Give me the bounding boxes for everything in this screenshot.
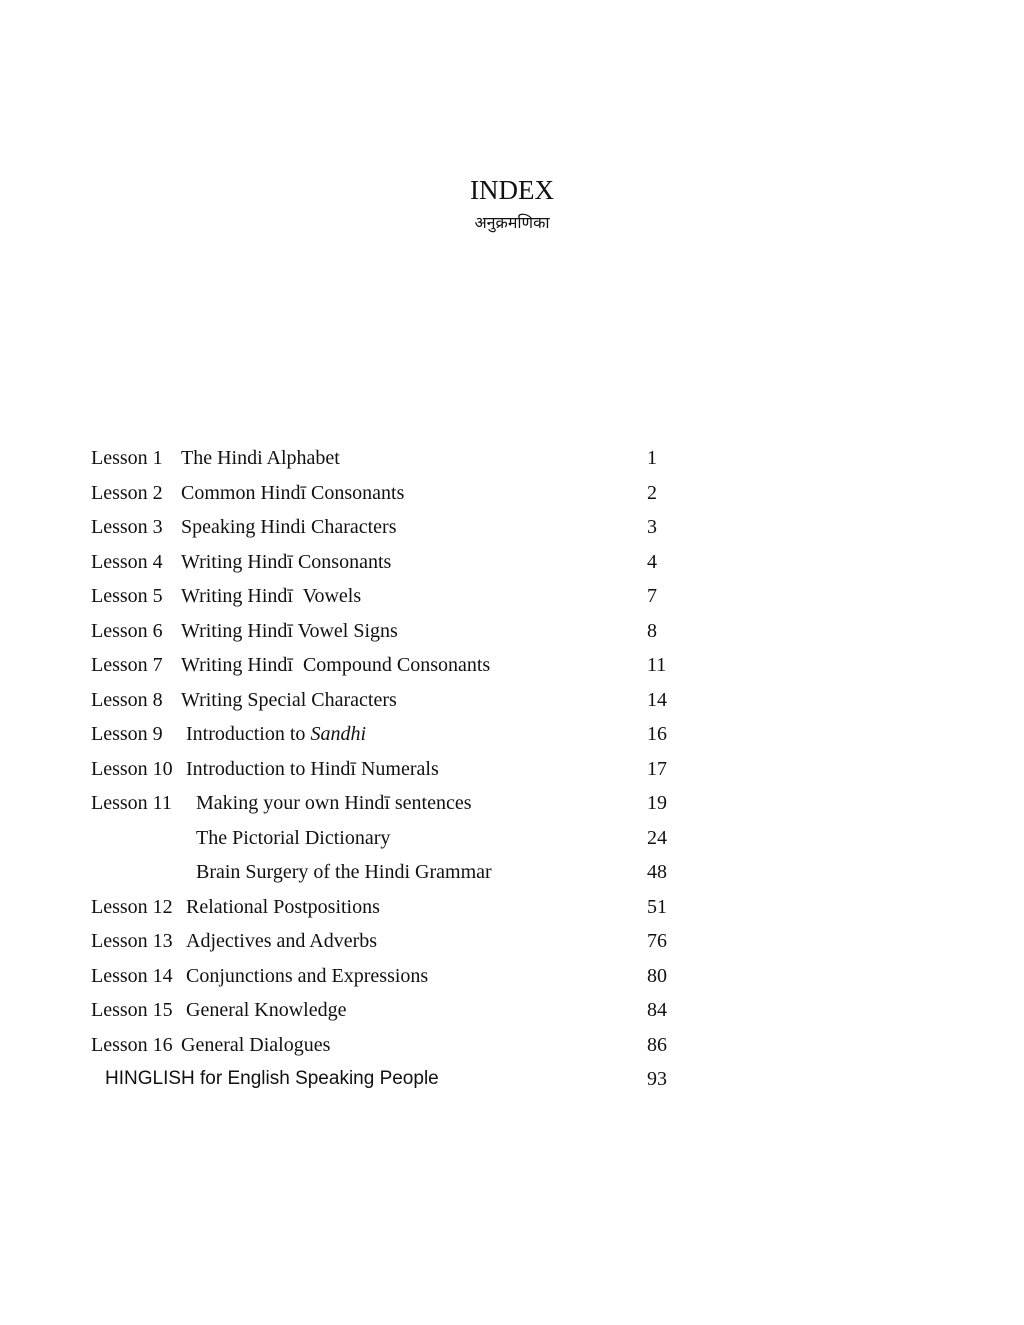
lesson-number: Lesson 8 <box>91 688 163 711</box>
toc-row <box>0 959 1024 994</box>
toc-row <box>0 683 1024 718</box>
toc-row <box>0 545 1024 580</box>
page-subtitle: अनुक्रमणिका <box>474 213 550 232</box>
page-number: 93 <box>647 1068 667 1090</box>
toc-row <box>0 821 1024 856</box>
page-number: 80 <box>647 964 667 987</box>
lesson-title: The Pictorial Dictionary <box>196 826 391 849</box>
lesson-number: Lesson 15 <box>91 999 173 1021</box>
lesson-number: Lesson 12 <box>91 895 173 918</box>
toc-row <box>0 648 1024 683</box>
lesson-title: Making your own Hindī sentences <box>196 792 472 814</box>
page-number: 48 <box>647 861 667 883</box>
lesson-title-text: Introduction to <box>186 723 311 745</box>
lesson-number: Lesson 9 <box>91 723 163 745</box>
lesson-title: Relational Postpositions <box>186 895 380 918</box>
toc-row <box>0 924 1024 959</box>
page-number: 84 <box>647 999 667 1021</box>
lesson-title: Conjunctions and Expressions <box>186 964 429 987</box>
toc-row <box>0 476 1024 511</box>
lesson-number: Lesson 16 <box>91 1033 173 1056</box>
lesson-title: Writing Hindī Vowel Signs <box>181 619 398 642</box>
page-number: 19 <box>647 792 667 814</box>
lesson-number: Lesson 10 <box>91 757 173 780</box>
lesson-title-emphasis: Sandhi <box>310 723 366 745</box>
lesson-title <box>186 717 366 752</box>
lesson-number: Lesson 3 <box>91 516 163 538</box>
lesson-title: Writing Hindī Vowels <box>181 585 362 607</box>
toc-row <box>0 993 1024 1028</box>
lesson-title: Brain Surgery of the Hindi Grammar <box>196 861 492 883</box>
page-number: 4 <box>647 550 657 573</box>
lesson-title: General Knowledge <box>186 999 347 1021</box>
page-number: 51 <box>647 895 667 918</box>
lesson-number: Lesson 7 <box>91 654 163 676</box>
toc-row <box>0 510 1024 545</box>
page-title: INDEX <box>470 175 554 205</box>
lesson-title: Adjectives and Adverbs <box>186 930 378 952</box>
page-number: 3 <box>647 516 657 538</box>
lesson-title: The Hindi Alphabet <box>181 447 340 469</box>
lesson-number: Lesson 11 <box>91 792 172 814</box>
toc-row <box>0 614 1024 649</box>
page-number: 76 <box>647 930 667 952</box>
lesson-title: Common Hindī Consonants <box>181 481 405 504</box>
lesson-title: General Dialogues <box>181 1033 331 1056</box>
lesson-title: Writing Hindī Compound Consonants <box>181 654 491 676</box>
page-number: 16 <box>647 723 667 745</box>
page-number: 11 <box>647 654 667 676</box>
page-number: 2 <box>647 481 657 504</box>
table-of-contents <box>0 441 1024 1097</box>
toc-row <box>0 786 1024 821</box>
lesson-title: Speaking Hindi Characters <box>181 516 397 538</box>
page-number: 7 <box>647 585 657 607</box>
page-number: 24 <box>647 826 667 849</box>
lesson-number: Lesson 13 <box>91 930 173 952</box>
lesson-title: HINGLISH for English Speaking People <box>105 1068 439 1089</box>
lesson-number: Lesson 6 <box>91 619 163 642</box>
lesson-number: Lesson 2 <box>91 481 163 504</box>
toc-row <box>0 1062 1024 1097</box>
page-number: 17 <box>647 757 667 780</box>
page-number: 1 <box>647 447 657 469</box>
lesson-title: Introduction to Hindī Numerals <box>186 757 439 780</box>
toc-row <box>0 717 1024 752</box>
toc-row <box>0 441 1024 476</box>
toc-row <box>0 579 1024 614</box>
toc-row <box>0 752 1024 787</box>
page-number: 14 <box>647 688 667 711</box>
lesson-title: Writing Hindī Consonants <box>181 550 392 573</box>
page-number: 86 <box>647 1033 667 1056</box>
toc-row <box>0 855 1024 890</box>
toc-row <box>0 890 1024 925</box>
page-number: 8 <box>647 619 657 642</box>
lesson-number: Lesson 14 <box>91 964 173 987</box>
lesson-number: Lesson 5 <box>91 585 163 607</box>
lesson-title: Writing Special Characters <box>181 688 397 711</box>
toc-row <box>0 1028 1024 1063</box>
lesson-number: Lesson 4 <box>91 550 163 573</box>
lesson-number: Lesson 1 <box>91 447 163 469</box>
